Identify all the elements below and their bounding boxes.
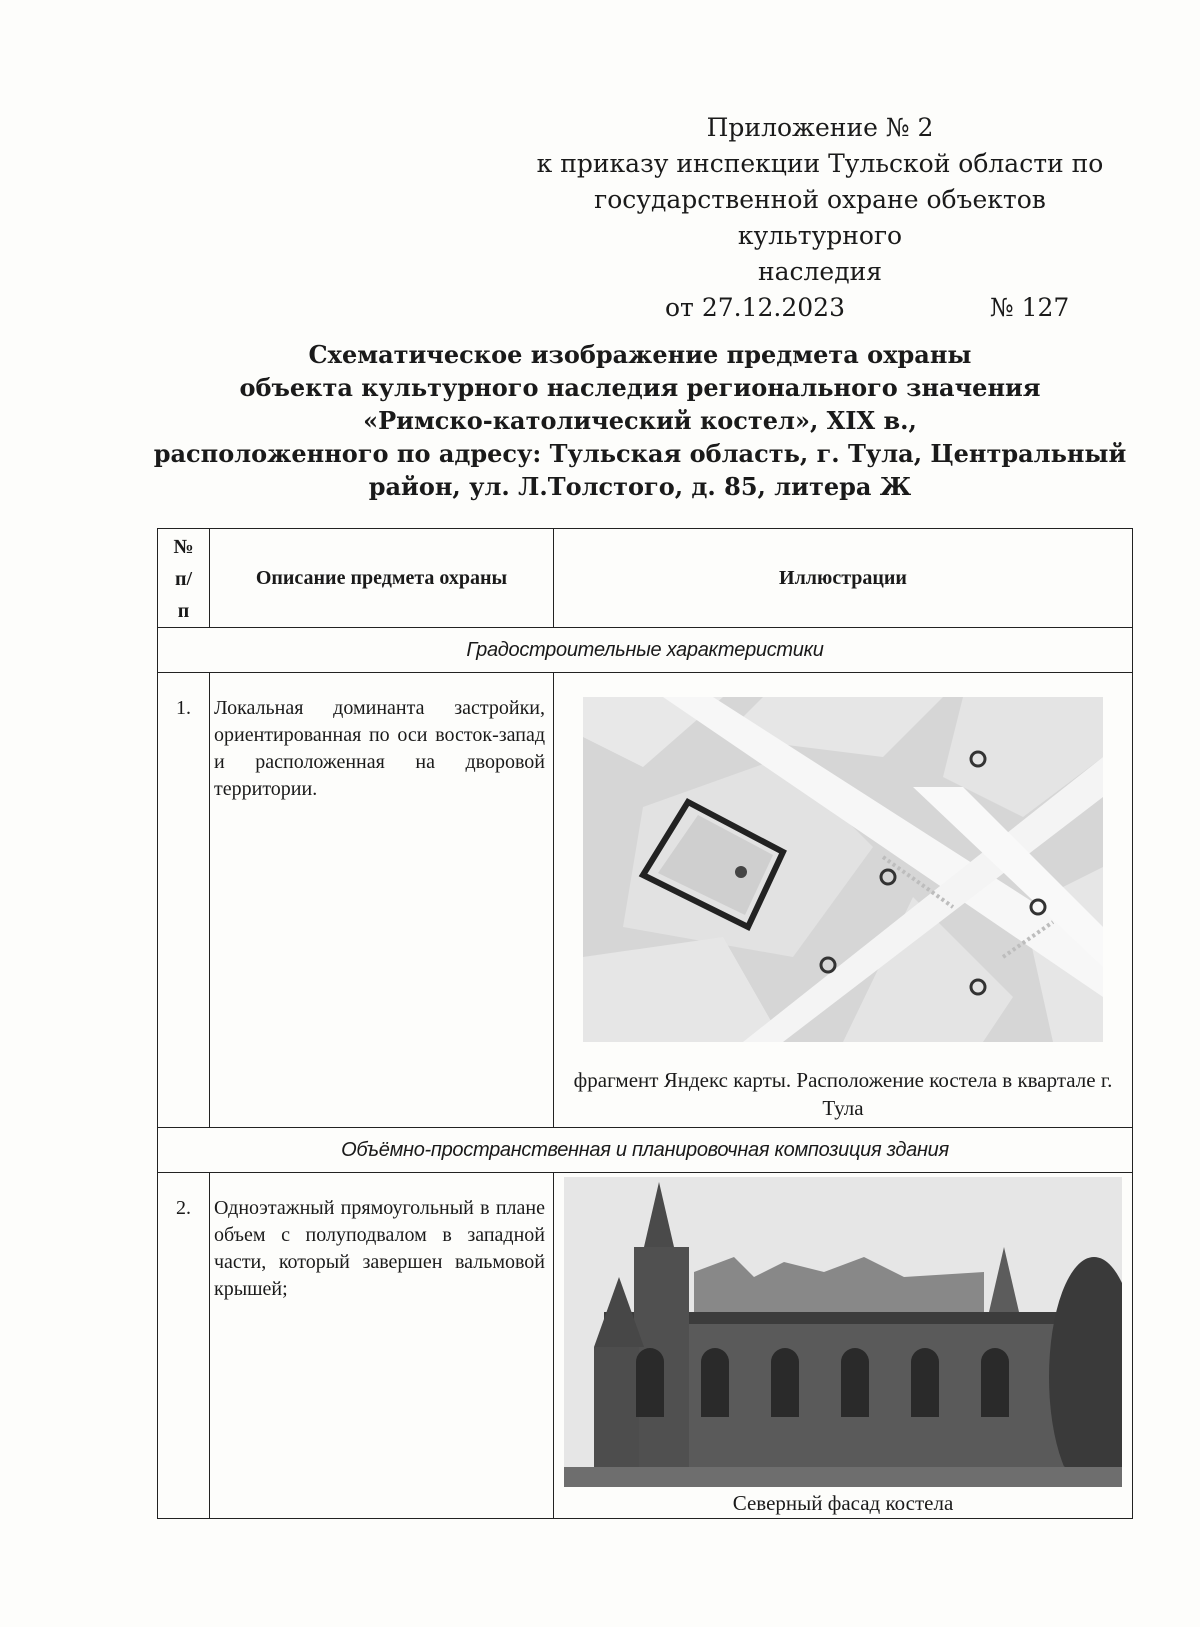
title-line: расположенного по адресу: Тульская область, г. Тула, Центральный bbox=[153, 439, 1127, 468]
title-line: объекта культурного наследия регионального значения bbox=[239, 373, 1041, 402]
order-date: от 27.12.2023 bbox=[665, 293, 845, 322]
order-number: № 127 bbox=[990, 293, 1070, 322]
appendix-line: к приказу инспекции Тульской области по bbox=[536, 149, 1104, 178]
document-title bbox=[150, 338, 1130, 503]
header-number bbox=[158, 529, 210, 628]
table-row bbox=[158, 673, 1133, 1128]
photo-svg bbox=[564, 1177, 1122, 1487]
section-title: Объёмно-пространственная и планировочная композиция здания bbox=[158, 1128, 1133, 1173]
header-description: Описание предмета охраны bbox=[210, 529, 554, 628]
table-row bbox=[158, 1173, 1133, 1519]
title-line: Схематическое изображение предмета охраны bbox=[308, 340, 972, 369]
photo-caption: Северный фасад костела bbox=[732, 1491, 954, 1515]
row-description: Локальная доминанта застройки, ориентированная по оси восток-запад и расположенная на дворовой территории. bbox=[210, 673, 554, 1128]
map-svg bbox=[583, 697, 1103, 1042]
header-number-line: п/ bbox=[174, 568, 193, 590]
header-illustrations: Иллюстрации bbox=[554, 529, 1133, 628]
row-illustration bbox=[554, 1173, 1133, 1519]
row-description: Одноэтажный прямоугольный в плане объем с полуподвалом в западной части, который завершен вальмовой крышей; bbox=[210, 1173, 554, 1519]
appendix-line: государственной охране объектов культурного bbox=[594, 185, 1046, 250]
church-facade-photo bbox=[564, 1177, 1122, 1487]
section-title: Градостроительные характеристики bbox=[158, 628, 1133, 673]
appendix-header bbox=[520, 110, 1120, 326]
section-row bbox=[158, 628, 1133, 673]
title-line: район, ул. Л.Толстого, д. 85, литера Ж bbox=[368, 472, 912, 501]
section-row bbox=[158, 1128, 1133, 1173]
header-number-line: № bbox=[173, 536, 194, 558]
yandex-map-image bbox=[583, 697, 1103, 1042]
map-caption: фрагмент Яндекс карты. Расположение костела в квартале г. Тула bbox=[573, 1068, 1113, 1120]
row-number: 2. bbox=[158, 1173, 210, 1519]
table-header-row bbox=[158, 529, 1133, 628]
protection-subject-table bbox=[157, 528, 1133, 1519]
row-number: 1. bbox=[158, 673, 210, 1128]
row-illustration bbox=[554, 673, 1133, 1128]
title-line: «Римско-католический костел», XIX в., bbox=[363, 406, 917, 435]
order-date-row bbox=[520, 290, 1120, 326]
header-number-line: п bbox=[177, 600, 190, 622]
appendix-line: наследия bbox=[757, 257, 883, 286]
appendix-line: Приложение № 2 bbox=[706, 113, 934, 142]
